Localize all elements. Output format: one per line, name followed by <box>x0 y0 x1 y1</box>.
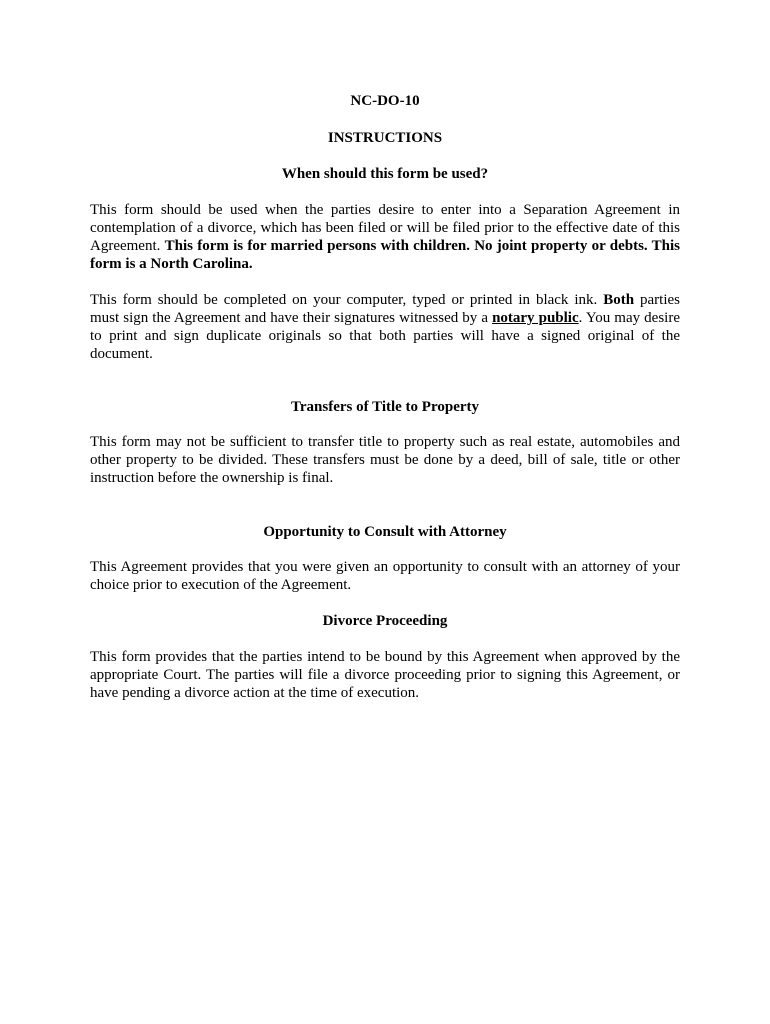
section-heading-attorney: Opportunity to Consult with Attorney <box>263 524 507 540</box>
paragraph-attorney: This Agreement provides that you were given an opportunity to consult with an attorney of your choice prior to execution of the Agreement. <box>90 559 680 593</box>
section-heading-when: When should this form be used? <box>281 166 489 182</box>
section-heading-transfers: Transfers of Title to Property <box>290 399 480 415</box>
notary-public-term: notary public <box>492 310 579 326</box>
paragraph-when-used <box>90 201 680 273</box>
paragraph-text: This form should be completed on your computer, typed or printed in black ink. <box>90 292 604 308</box>
paragraph-divorce: This form provides that the parties intend to be bound by this Agreement when approved by the appropriate Court. The parties will file a divorce proceeding prior to signing this Agreement, or have pending a divorce action at the time of execution. <box>90 649 680 701</box>
instructions-title: INSTRUCTIONS <box>327 130 443 146</box>
form-code: NC-DO-10 <box>350 93 420 109</box>
paragraph-text: parties must sign the Agreement and have their signatures witnessed by a <box>90 292 680 326</box>
paragraph-text: . You may desire to print and sign duplicate originals so that both parties will have a signed original of the document. <box>90 310 680 362</box>
paragraph-text: This form should be used when the parties desire to enter into a Separation Agreement in contemplation of a divorce, which has been filed or will be filed prior to the effective date of this Agreement. <box>90 202 680 254</box>
paragraph-transfers: This form may not be sufficient to transfer title to property such as real estate, automobiles and other property to be divided. These transfers must be done by a deed, bill of sale, title or other instruction before the ownership is final. <box>90 434 680 486</box>
bold-notice: This form is for married persons with children. No joint property or debts. This form is a North Carolina. <box>90 238 680 272</box>
section-heading-divorce: Divorce Proceeding <box>322 613 448 629</box>
bold-both: Both <box>603 292 635 308</box>
paragraph-completion <box>90 291 680 363</box>
